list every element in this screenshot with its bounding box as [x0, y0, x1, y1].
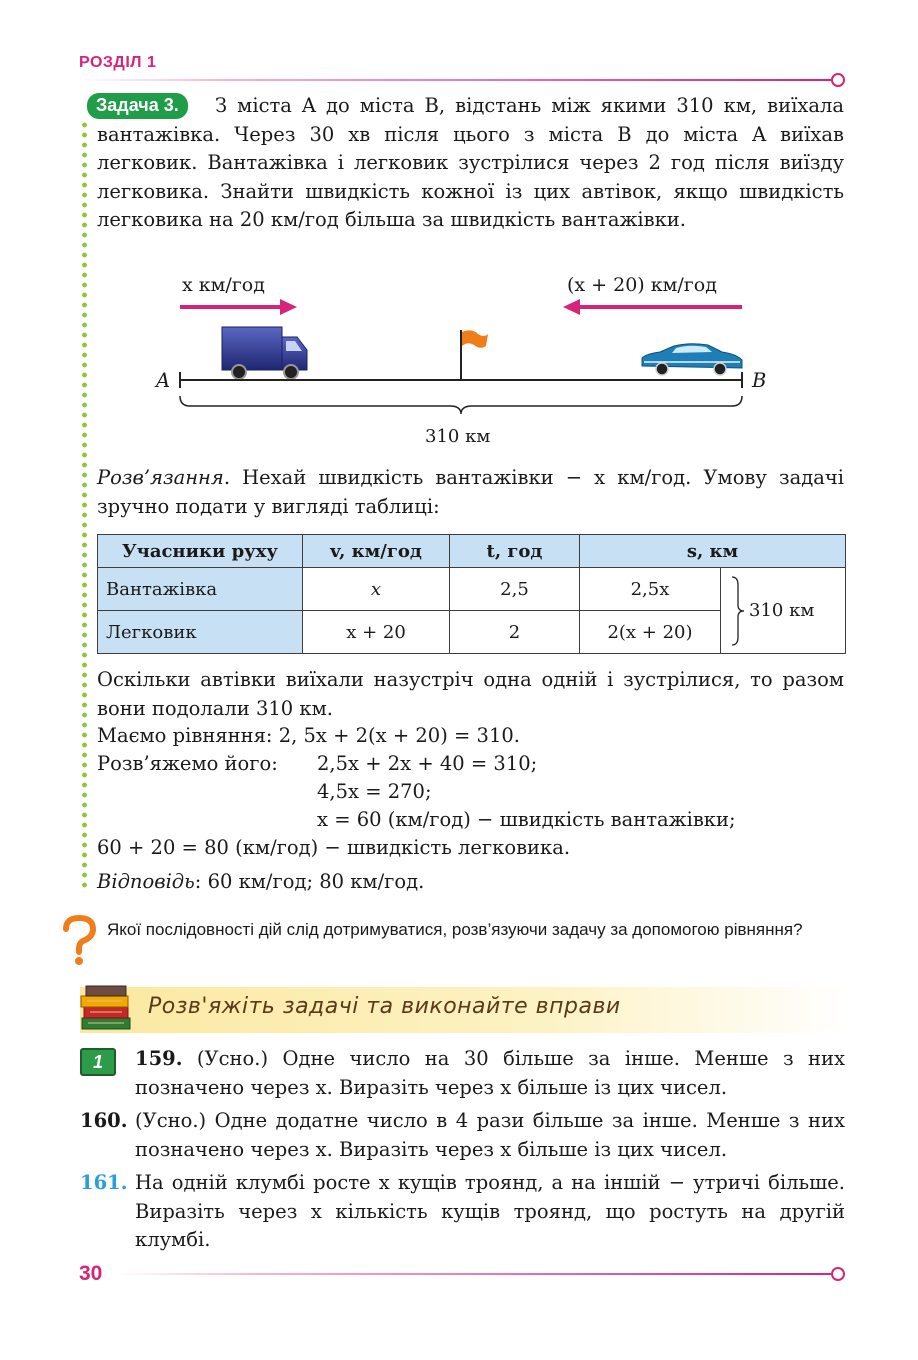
- point-a-label: A: [156, 369, 171, 392]
- task-margin-dots: [82, 120, 87, 890]
- solve-step-4: 60 + 20 = 80 (км/год) − швидкість легковика.: [97, 836, 571, 859]
- equation: 2, 5x + 2(x + 20) = 310.: [278, 724, 520, 747]
- table-cell: 2,5: [450, 568, 580, 611]
- distance-brace: [180, 396, 742, 414]
- solution-text-1: Оскільки автівки виїхали назустріч одна одній і зустрілися, то разом вони подолали 310 км.: [97, 668, 844, 720]
- solution-intro: [97, 464, 844, 521]
- level-badge: 1: [80, 1048, 116, 1076]
- solution-label: Розв’язання: [97, 466, 224, 489]
- car-icon: [642, 344, 742, 375]
- footer-rule: [118, 1273, 831, 1275]
- question-text: Якої послідовності дій слід дотримуватися, розв’язуючи задачу за допомогою рівняння?: [107, 920, 803, 939]
- truck-direction-arrow: [180, 299, 297, 315]
- header-rule: [79, 79, 831, 81]
- sum-brace: [729, 575, 745, 647]
- solve-step-3: x = 60 (км/год) − швидкість вантажівки;: [317, 808, 736, 831]
- data-table: [97, 534, 846, 654]
- truck-icon: [222, 327, 307, 379]
- books-icon: [78, 982, 136, 1034]
- solve-step-2: 4,5x = 270;: [317, 780, 432, 803]
- table-cell: 2: [450, 611, 580, 654]
- table-header: s, км: [580, 535, 846, 568]
- equation-line: [97, 722, 520, 750]
- right-speed-label: (x + 20) км/год: [567, 274, 717, 296]
- table-header: Учасники руху: [98, 535, 303, 568]
- question-icon: [60, 915, 98, 967]
- answer-label: Відповідь: [97, 870, 195, 893]
- task-condition: З міста A до міста B, відстань між якими 310 км, виїхала вантажівка. Через 30 хв після цього з міста B до міста A виїхав легковик. Вантажівка і легковик зустрілися через 2 год після виїзду легковика. Знайти швидкість кожної із цих автівок, якщо швидкість легковика на 20 км/год більша за швидкість вантажівки.: [97, 94, 844, 231]
- solution-intro-text: . Нехай швидкість вантажівки − x км/год. Умову задачі зручно подати у вигляді таблиці:: [97, 466, 844, 518]
- flag-icon: [461, 330, 488, 380]
- exercise-number: 161.: [80, 1171, 128, 1194]
- footer-rule-end: [831, 1267, 845, 1281]
- table-cell: Вантажівка: [98, 568, 303, 611]
- exercise-text: (Усно.) Одне число на 30 більше за інше. Менше з них позначено через x. Виразіть через x більше із цих чисел.: [135, 1047, 845, 1099]
- distance-label: 310 км: [425, 426, 491, 447]
- table-header-row: [98, 535, 846, 568]
- answer-line: [97, 868, 424, 896]
- equation-label: Маємо рівняння:: [97, 724, 273, 747]
- page-number: 30: [79, 1262, 103, 1285]
- task-badge: Задача 3.: [87, 93, 188, 119]
- answer-text: : 60 км/год; 80 км/год.: [194, 870, 425, 893]
- header-rule-end: [831, 73, 845, 87]
- table-cell: Легковик: [98, 611, 303, 654]
- exercise-159: [135, 1045, 845, 1102]
- exercise-number: 159.: [135, 1047, 183, 1070]
- total-distance: 310 км: [749, 600, 815, 621]
- exercise-161: На одній клумбі росте x кущів троянд, а на іншій − утричі більше. Виразіть через x кількість кущів троянд, що ростуть на другій клумбі.: [135, 1171, 845, 1251]
- car-direction-arrow: [563, 299, 742, 315]
- table-row: [98, 568, 846, 611]
- exercise-160: (Усно.) Одне додатне число в 4 рази більше за інше. Менше з них позначено через x. Виразіть через x більше із цих чисел.: [135, 1109, 845, 1161]
- section-label: РОЗДІЛ 1: [79, 54, 157, 71]
- table-header: t, год: [450, 535, 580, 568]
- total-cell: [721, 568, 846, 654]
- point-b-label: B: [752, 369, 767, 392]
- table-cell: 2,5x: [580, 568, 721, 611]
- exercises-title: Розв'яжіть задачі та виконайте вправи: [148, 994, 621, 1019]
- left-speed-label: x км/год: [182, 274, 265, 296]
- table-cell: x: [303, 568, 450, 611]
- exercise-number: 160.: [80, 1109, 128, 1132]
- motion-diagram: [160, 290, 760, 420]
- solve-label: Розв’яжемо його:: [97, 752, 278, 775]
- table-header: v, км/год: [303, 535, 450, 568]
- solve-step-1: 2,5x + 2x + 40 = 310;: [317, 752, 538, 775]
- table-cell: x + 20: [303, 611, 450, 654]
- table-cell: 2(x + 20): [580, 611, 721, 654]
